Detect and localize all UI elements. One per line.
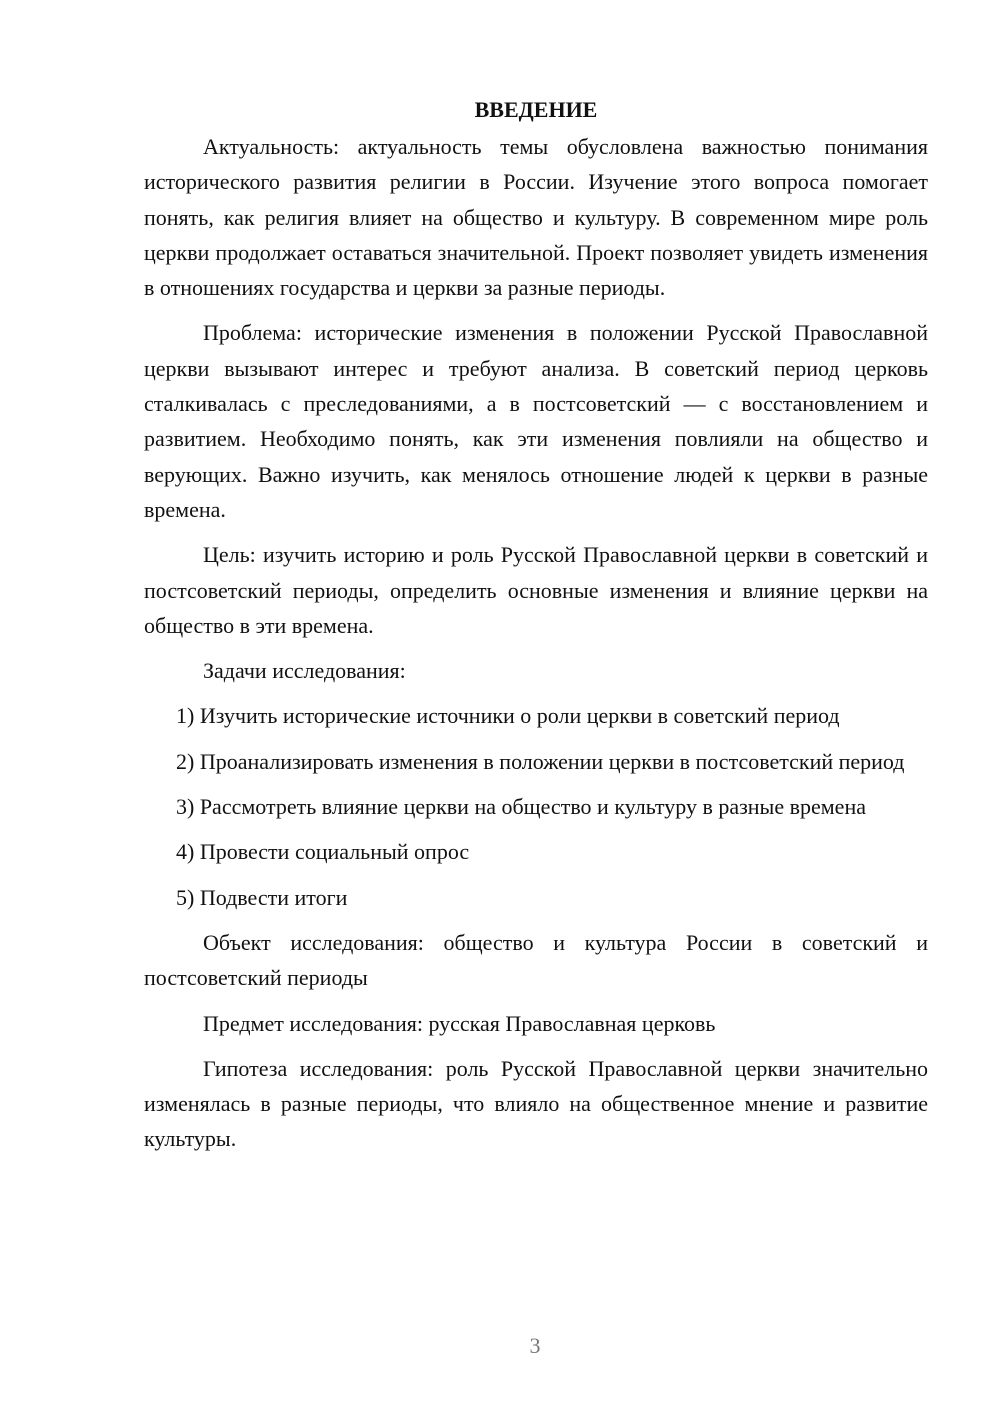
section-title: ВВЕДЕНИЕ xyxy=(474,97,598,122)
document-page xyxy=(144,92,928,1167)
problem-paragraph: Проблема: исторические изменения в положении Русской Православной церкви вызывают интерес и требуют анализа. В советский период церковь сталкивалась с преследованиями, а в постсоветский — с восстановлением и развитием. Необходимо понять, как эти изменения повлияли на общество и верующих. Важно изучить, как менялось отношение людей к церкви в разные времена. xyxy=(144,320,928,522)
relevance-paragraph: Актуальность: актуальность темы обусловлена важностью понимания исторического развития религии в России. Изучение этого вопроса помогает понять, как религия влияет на общество и культуру. В современном мире роль церкви продолжает оставаться значительной. Проект позволяет увидеть изменения в отношениях государства и церкви за разные периоды. xyxy=(144,134,928,301)
goal-paragraph: Цель: изучить историю и роль Русской Православной церкви в советский и постсоветский периоды, определить основные изменения и влияние церкви на общество в эти времена. xyxy=(144,542,928,638)
task-item-4: 4) Провести социальный опрос xyxy=(176,839,470,865)
task-item-3: 3) Рассмотреть влияние церкви на общество и культуру в разные времена xyxy=(176,794,866,820)
hypothesis-paragraph: Гипотеза исследования: роль Русской Православной церкви значительно изменялась в разные периоды, что влияло на общественное мнение и развитие культуры. xyxy=(144,1055,928,1152)
object-paragraph: Объект исследования: общество и культура России в советский и постсоветский периоды xyxy=(144,929,928,991)
task-item-2: 2) Проанализировать изменения в положении церкви в постсоветский период xyxy=(176,748,905,774)
tasks-heading: Задачи исследования: xyxy=(203,658,406,684)
page-number: 3 xyxy=(529,1333,541,1358)
task-item-1: 1) Изучить исторические источники о роли церкви в советский период xyxy=(176,703,840,729)
subject-paragraph: Предмет исследования: русская Православная церковь xyxy=(203,1010,716,1036)
task-item-5: 5) Подвести итоги xyxy=(176,884,348,910)
